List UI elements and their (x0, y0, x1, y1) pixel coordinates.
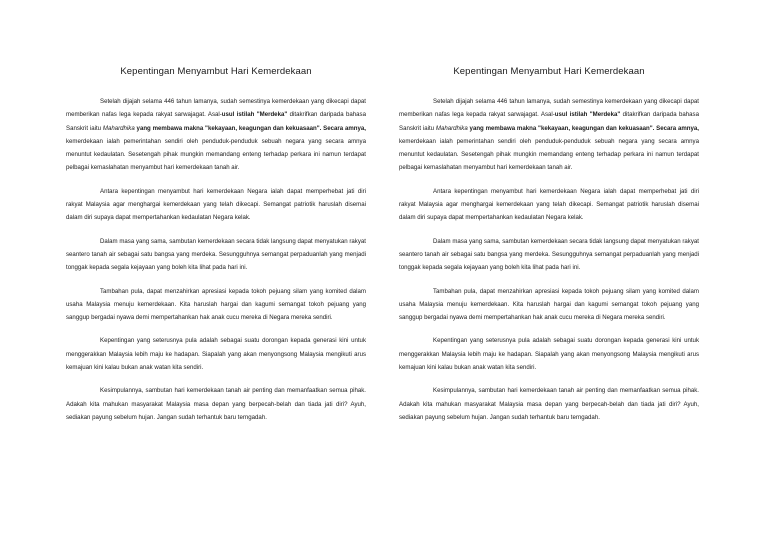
essay-title: Kepentingan Menyambut Hari Kemerdekaan (120, 66, 312, 77)
paragraph-4: Tambahan pula, dapat menzahirkan apresiasi kepada tokoh pejuang silam yang komited dalam usaha Malaysia menuju kemerdekaan. Kita haruslah hargai dan kagumi semangat tokoh pejuang yang sanggup bergadai nyawa demi mempertahankan hak anak cucu mereka di Negara mereka sendiri. (399, 287, 699, 322)
essay-column-left (66, 66, 366, 434)
intro-text-2: ditakrifkan daripada bahasa Sanskrit iaitu (66, 111, 366, 132)
intro-bold-meaning: yang membawa makna "kekayaan, keagungan dan kekuasaan". Secara amnya, (467, 124, 700, 132)
intro-bold-term: usul istilah "Merdeka" (554, 111, 621, 119)
paragraph-conclusion: Kesimpulannya, sambutan hari kemerdekaan tanah air penting dan memanfaatkan semua pihak. Adakah kita mahukan masyarakat Malaysia masa depan yang berpecah-belah dan tiada jati diri? Ayuh, sediakan payung sebelum hujan. Jangan sudah terhantuk baru terngadah. (399, 387, 699, 421)
essay-title: Kepentingan Menyambut Hari Kemerdekaan (453, 66, 645, 77)
intro-text-2: ditakrifkan daripada bahasa Sanskrit iaitu (399, 111, 699, 132)
paragraph-2: Antara kepentingan menyambut hari kemerdekaan Negara ialah dapat memperhebat jati diri rakyat Malaysia agar menghargai kemerdekaan yang telah dikecapi. Semangat patriotik haruslah disemai dalam diri supaya dapat mempertahankan kedaulatan Negara kelak. (399, 187, 699, 222)
paragraph-introduction (66, 95, 366, 175)
paragraph-2: Antara kepentingan menyambut hari kemerdekaan Negara ialah dapat memperhebat jati diri rakyat Malaysia agar menghargai kemerdekaan yang telah dikecapi. Semangat patriotik haruslah disemai dalam diri supaya dapat mempertahankan kedaulatan Negara kelak. (66, 187, 366, 222)
intro-bold-term: usul istilah "Merdeka" (221, 111, 288, 119)
paragraph-conclusion: Kesimpulannya, sambutan hari kemerdekaan tanah air penting dan memanfaatkan semua pihak. Adakah kita mahukan masyarakat Malaysia masa depan yang berpecah-belah dan tiada jati diri? Ayuh, sediakan payung sebelum hujan. Jangan sudah terhantuk baru terngadah. (66, 387, 366, 421)
paragraph-3: Dalam masa yang sama, sambutan kemerdekaan secara tidak langsung dapat menyatukan rakyat seantero tanah air sebagai satu bangsa yang merdeka. Sesungguhnya semangat perpaduanlah yang menjadi tonggak kepada segala kejayaan yang boleh kita lihat pada hari ini. (66, 237, 366, 272)
paragraph-introduction (399, 95, 699, 175)
intro-bold-meaning: yang membawa makna "kekayaan, keagungan dan kekuasaan". Secara amnya, (134, 124, 367, 132)
intro-text-1: Setelah dijajah selama 446 tahun lamanya, sudah semestinya kemerdekaan yang dikecapi dapat memberikan nafas lega kepada rakyat sarwajagat. Asal- (66, 98, 366, 119)
intro-text-3: kemerdekaan ialah pemerintahan sendiri oleh penduduk-penduduk sebuah negara yang secara amnya menuntut kedaulatan. Sesetengah pihak mungkin memandang enteng terhadap perkara ini namun terdapat pelbagai kemaslahatan menyambut hari kemerdekaan tanah air. (399, 137, 699, 172)
paragraph-5: Kepentingan yang seterusnya pula adalah sebagai suatu dorongan kepada generasi kini untuk menggerakkan Malaysia lebih maju ke hadapan. Siapalah yang akan menyongsong Malaysia mengikuti arus kemajuan kini kalau bukan anak watan kita sendiri. (399, 337, 699, 372)
essay-column-right (399, 66, 699, 434)
paragraph-4: Tambahan pula, dapat menzahirkan apresiasi kepada tokoh pejuang silam yang komited dalam usaha Malaysia menuju kemerdekaan. Kita haruslah hargai dan kagumi semangat tokoh pejuang yang sanggup bergadai nyawa demi mempertahankan hak anak cucu mereka di Negara mereka sendiri. (66, 287, 366, 322)
intro-text-3: kemerdekaan ialah pemerintahan sendiri oleh penduduk-penduduk sebuah negara yang secara amnya menuntut kedaulatan. Sesetengah pihak mungkin memandang enteng terhadap perkara ini namun terdapat pelbagai kemaslahatan menyambut hari kemerdekaan tanah air. (66, 137, 366, 172)
intro-italic-term: Mahardhika (102, 124, 135, 132)
intro-italic-term: Mahardhika (435, 124, 468, 132)
intro-text-1: Setelah dijajah selama 446 tahun lamanya, sudah semestinya kemerdekaan yang dikecapi dapat memberikan nafas lega kepada rakyat sarwajagat. Asal- (399, 98, 699, 119)
paragraph-5: Kepentingan yang seterusnya pula adalah sebagai suatu dorongan kepada generasi kini untuk menggerakkan Malaysia lebih maju ke hadapan. Siapalah yang akan menyongsong Malaysia mengikuti arus kemajuan kini kalau bukan anak watan kita sendiri. (66, 337, 366, 372)
paragraph-3: Dalam masa yang sama, sambutan kemerdekaan secara tidak langsung dapat menyatukan rakyat seantero tanah air sebagai satu bangsa yang merdeka. Sesungguhnya semangat perpaduanlah yang menjadi tonggak kepada segala kejayaan yang boleh kita lihat pada hari ini. (399, 237, 699, 272)
